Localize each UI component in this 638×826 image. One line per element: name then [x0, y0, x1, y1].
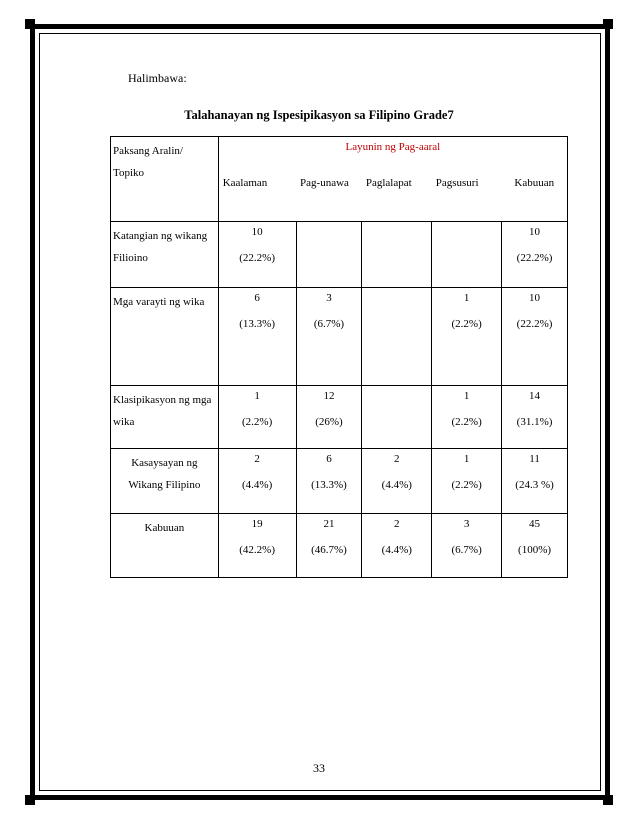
- page-number: 33: [313, 761, 325, 775]
- row-topic: Kasaysayan ng Wikang Filipino: [111, 449, 219, 514]
- table-cell: 6 (13.3%): [296, 449, 362, 514]
- table-cell: 10 (22.2%): [502, 222, 568, 288]
- table-cell: 2 (4.4%): [218, 449, 296, 514]
- topic-header: Paksang Aralin/ Topiko: [111, 137, 219, 222]
- table-cell: 14 (31.1%): [502, 386, 568, 449]
- table-row: [111, 222, 568, 288]
- corner-ornament: [603, 795, 613, 805]
- table-title: Talahanayan ng Ispesipikasyon sa Filipino Grade7: [184, 108, 454, 122]
- table-cell: 21 (46.7%): [296, 514, 362, 578]
- table-row: [111, 386, 568, 449]
- table-cell: 12 (26%): [296, 386, 362, 449]
- corner-ornament: [25, 795, 35, 805]
- table-cell: 11 (24.3 %): [502, 449, 568, 514]
- table-cell: 10 (22.2%): [502, 288, 568, 386]
- intro-label: Halimbawa:: [128, 71, 187, 85]
- table-cell: 3 (6.7%): [296, 288, 362, 386]
- table-cell: 1 (2.2%): [432, 449, 502, 514]
- table-cell: [362, 288, 432, 386]
- table-cell: 45 (100%): [502, 514, 568, 578]
- row-topic: Kabuuan: [111, 514, 219, 578]
- row-topic: Mga varayti ng wika: [111, 288, 219, 386]
- column-header: Paglalapat: [362, 170, 432, 222]
- column-header: Kabuuan: [502, 170, 568, 222]
- table-cell: 2 (4.4%): [362, 514, 432, 578]
- table-cell: 10 (22.2%): [218, 222, 296, 288]
- table-cell: 1 (2.2%): [218, 386, 296, 449]
- table-cell: 19 (42.2%): [218, 514, 296, 578]
- column-header: Kaalaman: [218, 170, 296, 222]
- table-cell: 1 (2.2%): [432, 386, 502, 449]
- table-cell: [362, 222, 432, 288]
- row-topic: Klasipikasyon ng mga wika: [111, 386, 219, 449]
- table-row: [111, 514, 568, 578]
- table-row: [111, 288, 568, 386]
- table-cell: 2 (4.4%): [362, 449, 432, 514]
- table-cell: 3 (6.7%): [432, 514, 502, 578]
- table-cell: [296, 222, 362, 288]
- specification-table: [110, 136, 568, 578]
- column-header: Pagsusuri: [432, 170, 502, 222]
- corner-ornament: [25, 19, 35, 29]
- row-topic: Katangian ng wikang Filioino: [111, 222, 219, 288]
- table-cell: [362, 386, 432, 449]
- objectives-header: Layunin ng Pag-aaral: [218, 137, 567, 170]
- table-cell: 6 (13.3%): [218, 288, 296, 386]
- table-cell: [432, 222, 502, 288]
- corner-ornament: [603, 19, 613, 29]
- column-header: Pag-unawa: [296, 170, 362, 222]
- table-cell: 1 (2.2%): [432, 288, 502, 386]
- table-row: [111, 449, 568, 514]
